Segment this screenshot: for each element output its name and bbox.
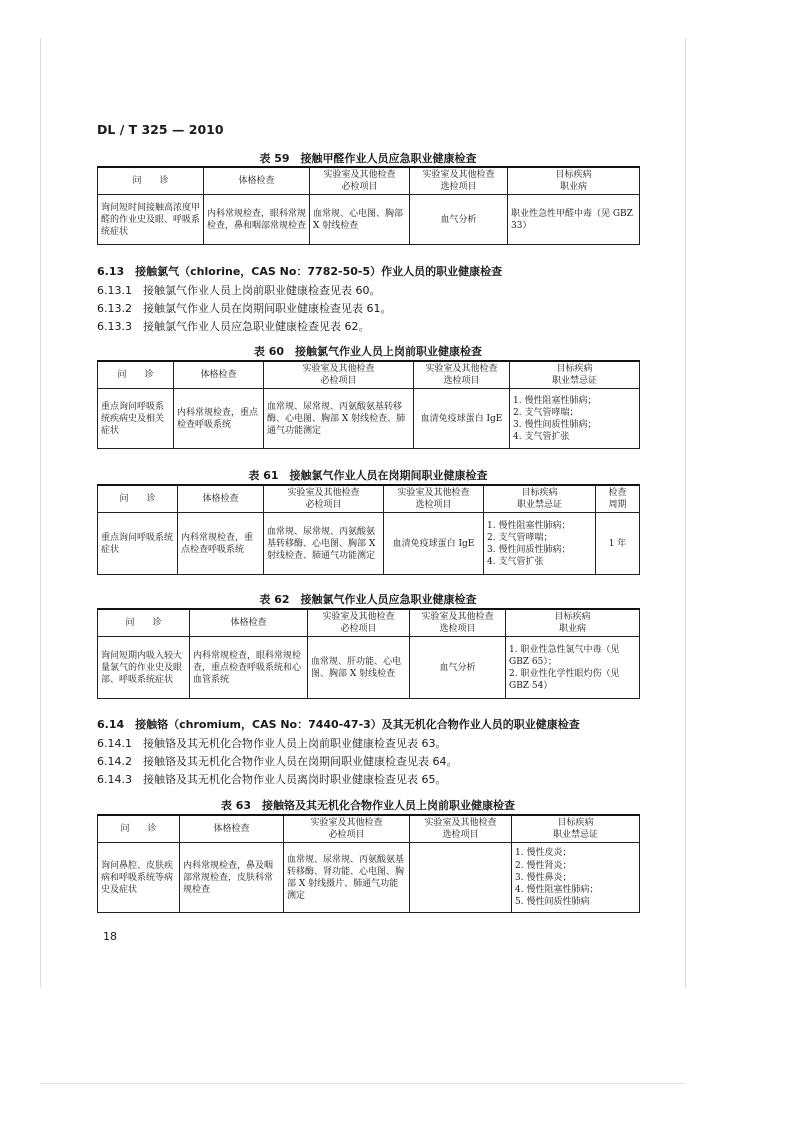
table63-cell-3: 血常规、尿常规、丙氨酸氨基转移酶、肾功能、心电图、胸部 X 射线摄片、肺通气功能测定 [284, 843, 410, 913]
table60-caption: 表 60 接触氯气作业人员上岗前职业健康检查 [253, 345, 483, 358]
table60-header-3: 实验室及其他检查 必检项目 [264, 361, 414, 389]
table60-cell-2: 内科常规检查，重点检查呼吸系统 [174, 389, 264, 449]
section-6-13-3: 6.13.3 接触氯气作业人员应急职业健康检查见表 62。 [97, 320, 370, 333]
table63-caption: 表 63 接触铬及其无机化合物作业人员上岗前职业健康检查 [220, 799, 516, 812]
page-edge-left [40, 38, 41, 988]
table62-cell-4: 血气分析 [410, 637, 506, 699]
page-edge-right [685, 38, 686, 988]
table59-caption: 表 59 接触甲醛作业人员应急职业健康检查 [259, 152, 477, 165]
table60-cell-4: 血清免疫球蛋白 IgE [414, 389, 510, 449]
table59-header-5: 目标疾病 职业病 [508, 167, 640, 195]
table61-header-5: 目标疾病 职业禁忌证 [484, 485, 596, 513]
table63-header-5: 目标疾病 职业禁忌证 [512, 815, 640, 843]
table-row [98, 843, 640, 913]
table59-header-4: 实验室及其他检查 选检项目 [410, 167, 508, 195]
section-6-14-title: 6.14 接触铬（chromium，CAS No：7440-47-3）及其无机化合物作业人员的职业健康检查 [97, 718, 580, 731]
table60-cell-1: 重点询问呼吸系统疾病史及相关症状 [98, 389, 174, 449]
table-row [98, 195, 640, 245]
table61-cell-4: 血清免疫球蛋白 IgE [384, 513, 484, 575]
table62-cell-5: 1. 职业性急性氯气中毒（见 GBZ 65）； 2. 职业性化学性眼灼伤（见 GBZ 54） [506, 637, 640, 699]
table59-header-2: 体格检查 [204, 167, 310, 195]
table62-header-4: 实验室及其他检查 选检项目 [410, 609, 506, 637]
table59-cell-1: 询问短时间接触高浓度甲醛的作业史及眼、呼吸系统症状 [98, 195, 204, 245]
table61-caption: 表 61 接触氯气作业人员在岗期间职业健康检查 [248, 469, 488, 482]
table61-header-4: 实验室及其他检查 选检项目 [384, 485, 484, 513]
table63-cell-1: 询问鼻腔、皮肤疾病和呼吸系统等病史及症状 [98, 843, 180, 913]
table61 [97, 484, 640, 575]
table61-cell-1: 重点询问呼吸系统症状 [98, 513, 178, 575]
table62-header-3: 实验室及其他检查 必检项目 [308, 609, 410, 637]
table63 [97, 814, 640, 913]
table59-header-3: 实验室及其他检查 必检项目 [310, 167, 410, 195]
section-6-13-title: 6.13 接触氯气（chlorine，CAS No：7782-50-5）作业人员的职业健康检查 [97, 265, 503, 278]
table63-header-3: 实验室及其他检查 必检项目 [284, 815, 410, 843]
table59 [97, 166, 640, 245]
section-6-13-1: 6.13.1 接触氯气作业人员上岗前职业健康检查见表 60。 [97, 284, 381, 297]
section-6-13-2: 6.13.2 接触氯气作业人员在岗期间职业健康检查见表 61。 [97, 302, 392, 315]
table61-header-2: 体格检查 [178, 485, 264, 513]
table63-cell-4 [410, 843, 512, 913]
table63-header-2: 体格检查 [180, 815, 284, 843]
table59-cell-3: 血常规、心电图、胸部 X 射线检查 [310, 195, 410, 245]
table60-header-1: 问 诊 [98, 361, 174, 389]
table63-header-1: 问 诊 [98, 815, 180, 843]
table60-header-2: 体格检查 [174, 361, 264, 389]
table62 [97, 608, 640, 699]
document-code: DL / T 325 — 2010 [97, 122, 224, 137]
table62-cell-2: 内科常规检查，眼科常规检查，重点检查呼吸系统和心血管系统 [190, 637, 308, 699]
table60-header-4: 实验室及其他检查 选检项目 [414, 361, 510, 389]
table63-cell-2: 内科常规检查，鼻及咽部常规检查，皮肤科常规检查 [180, 843, 284, 913]
table62-cell-1: 询问短期内吸入较大量氯气的作业史及眼部、呼吸系统症状 [98, 637, 190, 699]
table61-cell-6: 1 年 [596, 513, 640, 575]
table61-cell-3: 血常规、尿常规、丙氨酸氨基转移酶、心电图、胸部 X 射线检查、肺通气功能测定 [264, 513, 384, 575]
table59-cell-2: 内科常规检查，眼科常规检查，鼻和咽部常规检查 [204, 195, 310, 245]
table62-cell-3: 血常规、肝功能、心电图、胸部 X 射线检查 [308, 637, 410, 699]
table-row [98, 513, 640, 575]
table62-header-2: 体格检查 [190, 609, 308, 637]
table61-header-6: 检查 周期 [596, 485, 640, 513]
table60-cell-3: 血常规、尿常规、丙氨酸氨基转移酶、心电图、胸部 X 射线检查、肺通气功能测定 [264, 389, 414, 449]
section-6-14-1: 6.14.1 接触铬及其无机化合物作业人员上岗前职业健康检查见表 63。 [97, 737, 447, 750]
table61-header-1: 问 诊 [98, 485, 178, 513]
table60 [97, 360, 640, 449]
section-6-14-3: 6.14.3 接触铬及其无机化合物作业人员离岗时职业健康检查见表 65。 [97, 773, 447, 786]
table-row [98, 389, 640, 449]
table60-cell-5: 1. 慢性阻塞性肺病； 2. 支气管哮喘； 3. 慢性间质性肺病； 4. 支气管扩张 [510, 389, 640, 449]
section-6-14-2: 6.14.2 接触铬及其无机化合物作业人员在岗期间职业健康检查见表 64。 [97, 755, 458, 768]
page-number: 18 [103, 930, 117, 943]
page-edge-bottom [40, 1083, 686, 1084]
table-row [98, 637, 640, 699]
table63-cell-5: 1. 慢性皮炎； 2. 慢性肾炎； 3. 慢性鼻炎； 4. 慢性阻塞性肺病； 5. 慢性间质性肺病 [512, 843, 640, 913]
table63-header-4: 实验室及其他检查 选检项目 [410, 815, 512, 843]
table61-cell-2: 内科常规检查，重点检查呼吸系统 [178, 513, 264, 575]
table59-cell-4: 血气分析 [410, 195, 508, 245]
table59-header-1: 问 诊 [98, 167, 204, 195]
table59-cell-5: 职业性急性甲醛中毒（见 GBZ 33） [508, 195, 640, 245]
table61-cell-5: 1. 慢性阻塞性肺病； 2. 支气管哮喘； 3. 慢性间质性肺病； 4. 支气管扩张 [484, 513, 596, 575]
table62-header-1: 问 诊 [98, 609, 190, 637]
table62-caption: 表 62 接触氯气作业人员应急职业健康检查 [259, 593, 477, 606]
table62-header-5: 目标疾病 职业病 [506, 609, 640, 637]
table61-header-3: 实验室及其他检查 必检项目 [264, 485, 384, 513]
table60-header-5: 目标疾病 职业禁忌证 [510, 361, 640, 389]
